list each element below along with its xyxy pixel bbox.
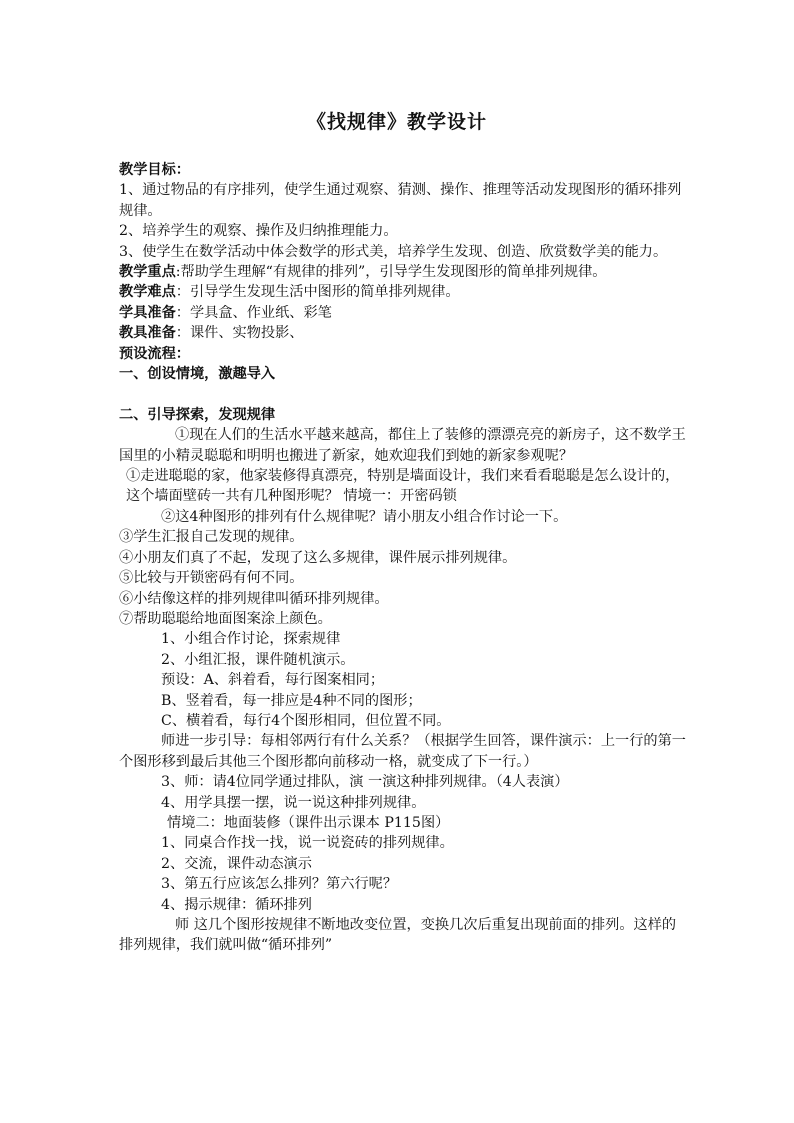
goals-heading: 教学目标：: [119, 162, 190, 178]
student-tools-label: 学具准备: [119, 304, 176, 321]
step-exchange: 2、交流，课件动态演示: [161, 855, 312, 872]
student-tools-row: [119, 303, 689, 323]
section-2-heading: 二、引导探索，发现规律: [119, 406, 276, 423]
paragraph-discuss: ②这4种图形的排列有什么规律呢？请小朋友小组合作讨论一下。: [161, 508, 568, 525]
step-find-tile-rule: 1、同桌合作找一找，说一说瓷砖的排列规律。: [161, 835, 454, 852]
difficulty-label: 教学难点: [119, 284, 176, 301]
goal-item-1: 1、通过物品的有序排列，使学生通过观察、猜测、操作、推理等活动发现图形的循环排列规律。: [119, 182, 682, 219]
preset-b: B、竖着看，每一排应是4种不同的图形；: [161, 692, 422, 709]
paragraph-color-floor: ⑦帮助聪聪给地面图案涂上颜色。: [119, 610, 332, 627]
paragraph-show-rules: ④小朋友们真了不起，发现了这么多规律，课件展示排列规律。: [119, 549, 517, 566]
paragraph-wall-design: ①走进聪聪的家，他家装修得真漂亮，特别是墙面设计，我们来看看聪聪是怎么设计的，这个墙面壁砖一共有几种图形呢？ 情境一：开密码锁: [126, 468, 680, 505]
paragraph-summary: ⑥小结像这样的排列规律叫循环排列规律。: [119, 590, 389, 607]
preset-a: 预设：A、斜着看，每行图案相同；: [161, 672, 385, 689]
key-point-row: [119, 262, 689, 282]
blank-line: [119, 384, 689, 404]
goal-item-3: 3、使学生在数学活动中体会数学的形式美，培养学生发现、创造、欣赏数学美的能力。: [119, 243, 668, 260]
document-body: [119, 160, 689, 956]
paragraph-teacher-guide: 师进一步引导：每相邻两行有什么关系？（根据学生回答，课件演示：上一行的第一个图形移到最后其他三个图形都向前移动一格，就变成了下一行。）: [119, 733, 686, 770]
preset-c: C、横着看，每行4个图形相同，但位置不同。: [161, 712, 451, 729]
step-tools-demo: 4、用学具摆一摆，说一说这种排列规律。: [161, 794, 426, 811]
paragraph-compare: ⑤比较与开锁密码有何不同。: [119, 570, 304, 587]
difficulty-row: [119, 282, 689, 302]
paragraph-intro: ①现在人们的生活水平越来越高，都住上了装修的漂漂亮亮的新房子，这不数学王国里的小精灵聪聪和明明也搬进了新家，她欢迎我们到她的新家参观呢？: [119, 427, 686, 464]
student-tools-text: ：学具盒、作业纸、彩笔: [175, 304, 332, 321]
section-1-heading: 一、创设情境，激趣导入: [119, 366, 276, 383]
scenario-two: 情境二：地面装修（课件出示课本 P115图）: [167, 814, 450, 831]
step-group-report: 2、小组汇报，课件随机演示。: [161, 651, 355, 668]
paragraph-report: ③学生汇报自己发现的规律。: [119, 529, 304, 546]
paragraph-cyclic-definition: 师 这几个图形按规律不断地改变位置，变换几次后重复出现前面的排列。这样的排列规律，我们就叫做“循环排列”: [119, 917, 677, 954]
step-group-discuss: 1、小组合作讨论，探索规律: [161, 631, 341, 648]
page-title: 《找规律》教学设计: [306, 111, 487, 133]
difficulty-text: ：引导学生发现生活中图形的简单排列规律。: [175, 284, 460, 301]
step-queue-demo: 3、师：请4位同学通过排队，演 一演这种排列规律。（4人表演）: [161, 774, 569, 791]
key-point-label: 教学重点: [119, 264, 176, 281]
step-reveal-rule: 4、揭示规律：循环排列: [161, 896, 312, 913]
teacher-tools-row: [119, 323, 689, 343]
process-heading: 预设流程：: [119, 345, 190, 362]
teacher-tools-text: ：课件、实物投影、: [175, 325, 304, 342]
key-point-text: :帮助学生理解“有规律的排列”，引导学生发现图形的简单排列规律。: [175, 264, 607, 281]
goal-item-2: 2、培养学生的观察、操作及归纳推理能力。: [119, 223, 398, 240]
teacher-tools-label: 教具准备: [119, 325, 176, 342]
step-fifth-row: 3、第五行应该怎么排列？第六行呢？: [161, 876, 398, 893]
